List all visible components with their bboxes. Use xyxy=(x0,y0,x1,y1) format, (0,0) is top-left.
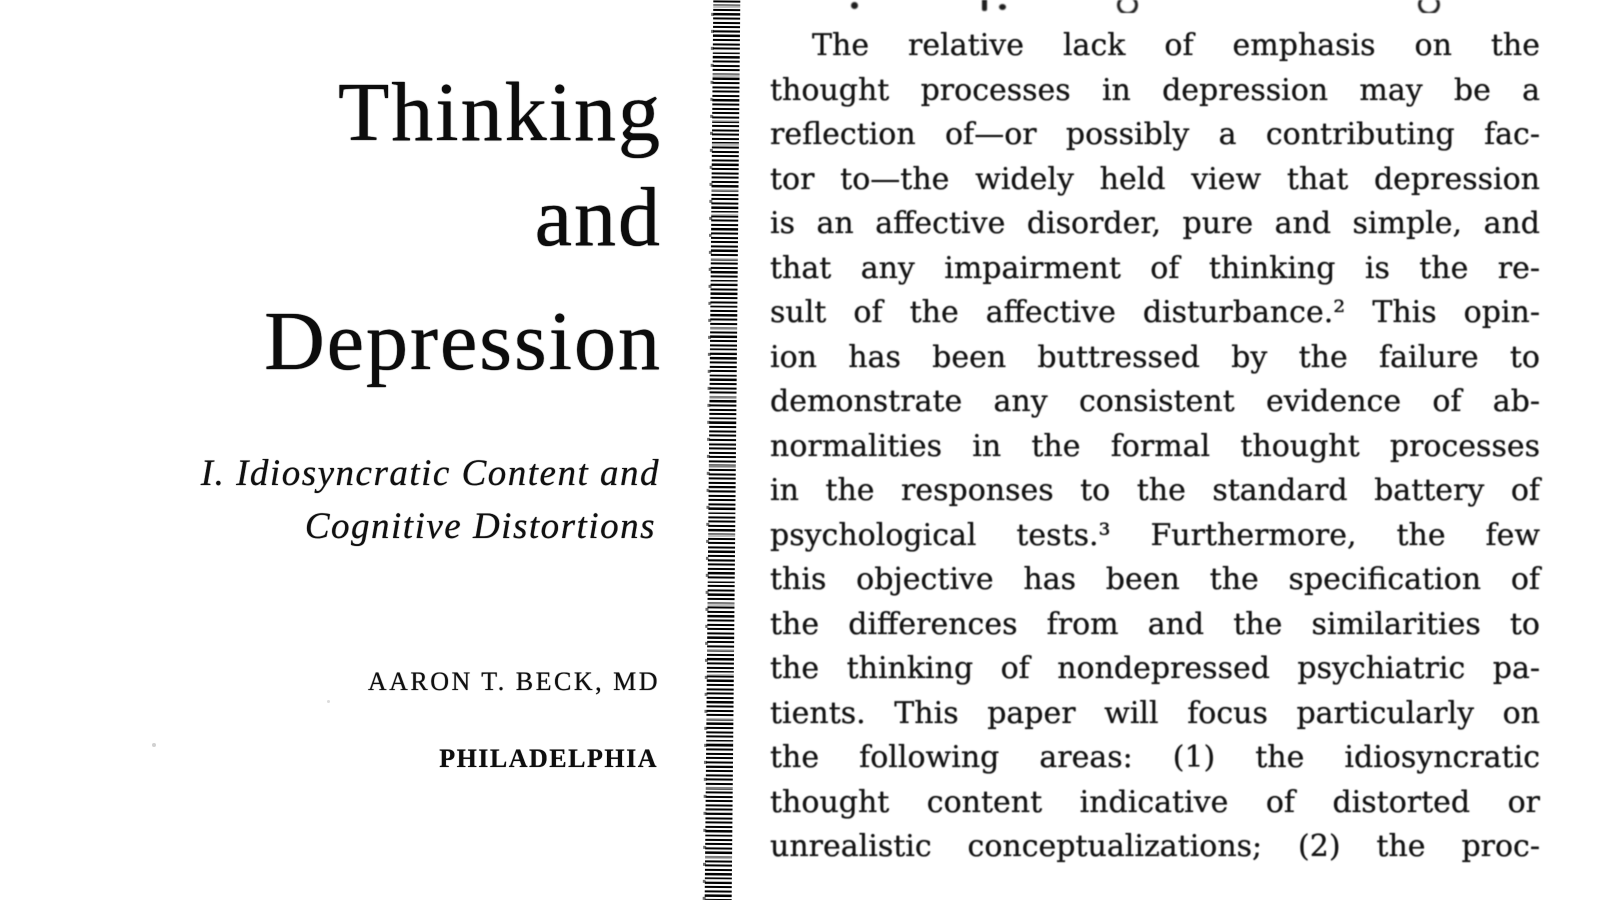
body-text-line: ion has been buttressed by the failure to xyxy=(770,339,1540,375)
article-subtitle-line: I. Idiosyncratic Content and xyxy=(200,453,660,494)
body-text-line: sult of the affective disturbance.² This opin- xyxy=(770,295,1540,330)
author-name: AARON T. BECK, MD xyxy=(367,667,660,696)
body-text-line: thought processes in depression may be a xyxy=(770,72,1540,108)
body-text-line: normalities in the formal thought processes xyxy=(770,428,1540,464)
body-text-line: that any impairment of thinking is the re- xyxy=(770,250,1540,286)
body-text-line: reflection of—or possibly a contributing fac- xyxy=(770,117,1540,152)
article-subtitle-line: Cognitive Distortions xyxy=(304,506,656,547)
clipped-text-fragment xyxy=(1418,0,1440,13)
clipped-text-fragment xyxy=(1117,0,1138,13)
body-text-line: is an affective disorder, pure and simple, and xyxy=(770,206,1540,241)
article-title-line: and xyxy=(534,171,662,264)
author-location: PHILADELPHIA xyxy=(439,744,658,773)
body-text-line: the following areas: (1) the idiosyncratic xyxy=(770,740,1540,775)
body-text-line: unrealistic conceptualizations; (2) the proc- xyxy=(770,829,1540,864)
body-text-column xyxy=(770,0,1540,896)
body-text-line: tor to—the widely held view that depression xyxy=(770,161,1540,197)
body-text-line: psychological tests.³ Furthermore, the few xyxy=(770,517,1540,553)
body-text-line: in the responses to the standard battery of xyxy=(770,473,1540,508)
clipped-top-line xyxy=(770,0,1540,13)
scan-speck xyxy=(152,743,156,747)
clipped-text-fragment xyxy=(851,2,858,9)
scan-speck xyxy=(327,700,330,703)
body-text-line: demonstrate any consistent evidence of ab- xyxy=(770,384,1540,419)
title-column xyxy=(0,0,662,896)
clipped-text-fragment xyxy=(982,0,987,11)
body-text-line: the thinking of nondepressed psychiatric pa- xyxy=(770,651,1540,686)
body-text-line: thought content indicative of distorted or xyxy=(770,784,1540,820)
clipped-text-fragment xyxy=(999,4,1006,10)
body-text-line: the differences from and the similarities to xyxy=(770,606,1540,642)
body-text-line: this objective has been the specification of xyxy=(770,562,1540,597)
body-text-line: The relative lack of emphasis on the xyxy=(812,28,1540,63)
binding-strip xyxy=(705,0,741,900)
article-title-line: Depression xyxy=(264,295,662,388)
body-text-line: tients. This paper will focus particularly on xyxy=(770,695,1540,731)
article-title-line: Thinking xyxy=(338,66,662,159)
